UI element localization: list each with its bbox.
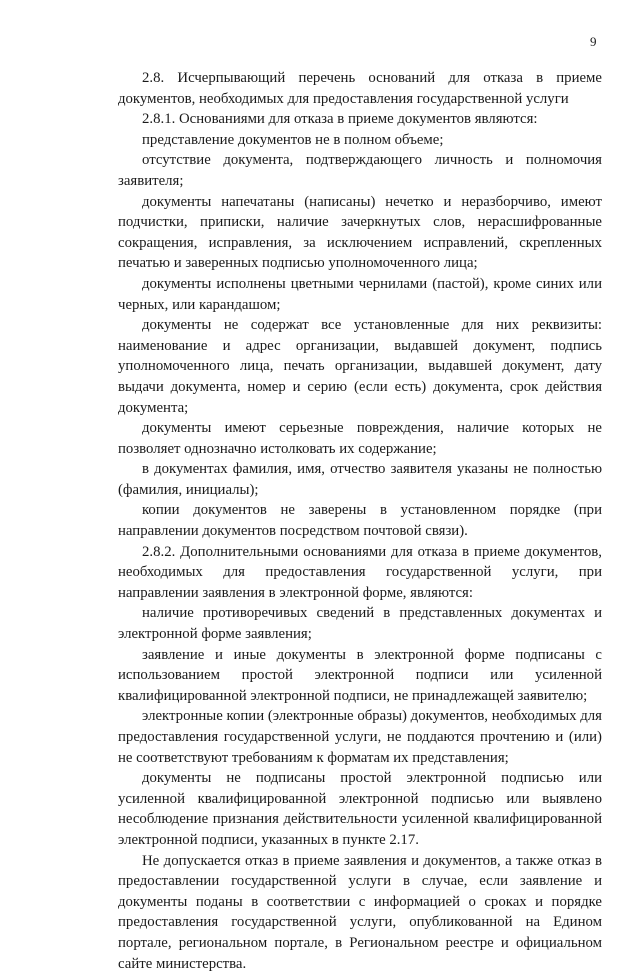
document-body [118,68,602,974]
list-item: копии документов не заверены в установленном порядке (при направлении документов посредством почтовой связи). [118,502,602,540]
list-item: документы напечатаны (написаны) нечетко и неразборчиво, имеют подчистки, приписки, наличие зачеркнутых слов, нерасшифрованные сокращения, исправления, за исключением исправлений, скрепленных печатью и заверенных подписью уполномоченного лица; [118,193,602,272]
paragraph-2-8-2: 2.8.2. Дополнительными основаниями для отказа в приеме документов, необходимых для предоставления государственной услуги, при направлении заявления в электронной форме, являются: [118,543,602,601]
list-item: электронные копии (электронные образы) документов, необходимых для предоставления государственной услуги, не поддаются прочтению и (или) не соответствуют требованиям к форматам их представления; [118,708,602,766]
list-item: представление документов не в полном объеме; [142,131,444,148]
list-item: документы имеют серьезные повреждения, наличие которых не позволяет однозначно истолковать их содержание; [118,420,602,457]
list-item: наличие противоречивых сведений в представленных документах и электронной форме заявления; [118,605,602,643]
closing-paragraph: Не допускается отказ в приеме заявления и документов, а также отказ в предоставлении государственной услуги в случае, если заявление и документы поданы в соответствии с информацией о сроках и порядке предоставления государственной услуги, опубликованной на Едином портале, региональном портале, в Региональном реестре и официальном сайте министерства. [118,852,602,972]
list-item: в документах фамилия, имя, отчество заявителя указаны не полностью (фамилия, инициалы); [118,461,602,498]
list-item: документы исполнены цветными чернилами (пастой), кроме синих или черных, или карандашом; [118,275,602,313]
list-item: документы не содержат все установленные для них реквизиты: наименование и адрес организации, выдавшей документ, подпись уполномоченного лица, печать организации, выдавшей документ, дату выдачи документа, номер и серию (если есть) документа, срок действия документа; [118,317,602,416]
list-item: заявление и иные документы в электронной форме подписаны с использованием простой электронной подписи или усиленной квалифицированной электронной подписи, не принадлежащей заявителю; [118,646,602,704]
page-number: 9 [590,34,597,49]
paragraph-2-8-heading: 2.8. Исчерпывающий перечень оснований для отказа в приеме документов, необходимых для предоставления государственной услуги [118,70,602,107]
paragraph-2-8-1: 2.8.1. Основаниями для отказа в приеме документов являются: [142,111,538,128]
list-item: документы не подписаны простой электронной подписью или усиленной квалифицированной электронной подписью или выявлено несоблюдение признания действительности усиленной квалифицированной электронной подписи, указанных в пункте 2.17. [118,770,602,848]
list-item: отсутствие документа, подтверждающего личность и полномочия заявителя; [118,152,602,189]
